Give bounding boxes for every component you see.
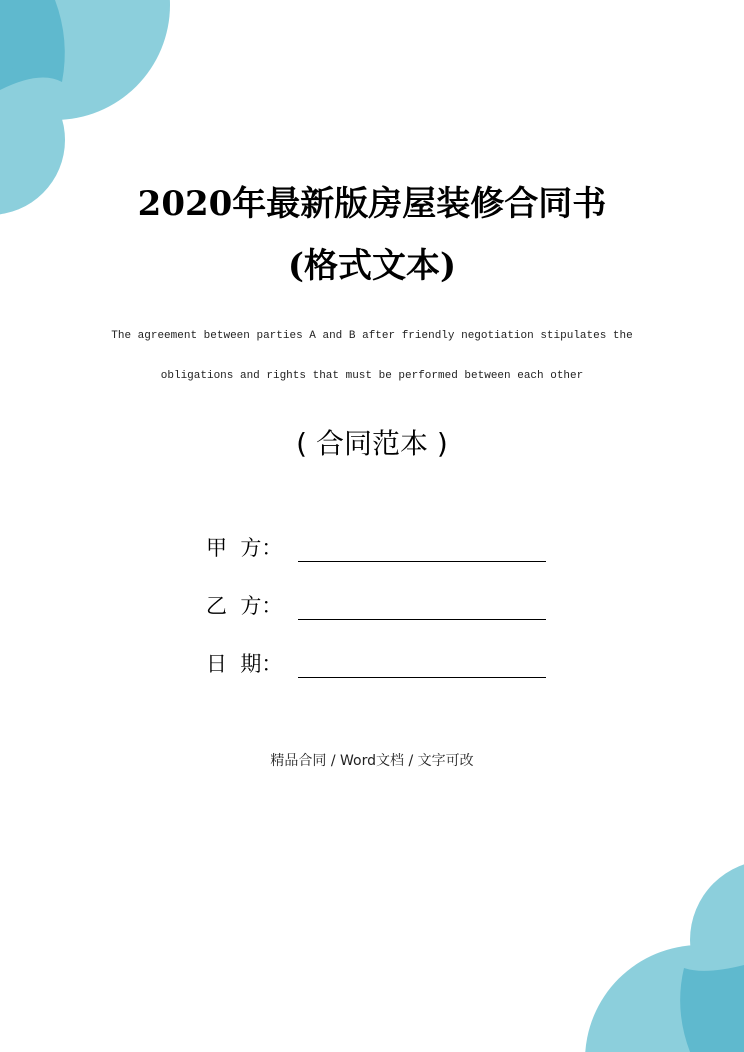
bottom-right-circle-small (690, 860, 744, 1020)
party-b-blank[interactable] (298, 597, 546, 620)
document-title: 2020年最新版房屋装修合同书 (137, 184, 607, 224)
date-blank[interactable] (298, 655, 546, 678)
top-left-circle-large (0, 0, 170, 120)
date-field (206, 648, 546, 678)
footer-note: 精品合同 / Word文档 / 文字可改 (270, 753, 474, 769)
bottom-right-circle-large (585, 945, 744, 1052)
party-a-label: 甲 方： (206, 536, 283, 560)
party-b-label: 乙 方： (206, 594, 283, 618)
party-b-field (206, 590, 546, 620)
english-description-line-1: The agreement between parties A and B after friendly negotiation stipulates the (111, 330, 633, 342)
party-a-field (206, 532, 546, 562)
party-a-blank[interactable] (298, 539, 546, 562)
english-description-line-2: obligations and rights that must be performed between each other (160, 370, 584, 382)
date-label: 日 期： (206, 652, 283, 676)
bottom-right-overlap (680, 965, 744, 1052)
document-title-format: (格式文本) (287, 246, 457, 286)
contract-template-subtitle: ( 合同范本 ) (296, 427, 448, 460)
top-left-overlap (0, 0, 65, 90)
